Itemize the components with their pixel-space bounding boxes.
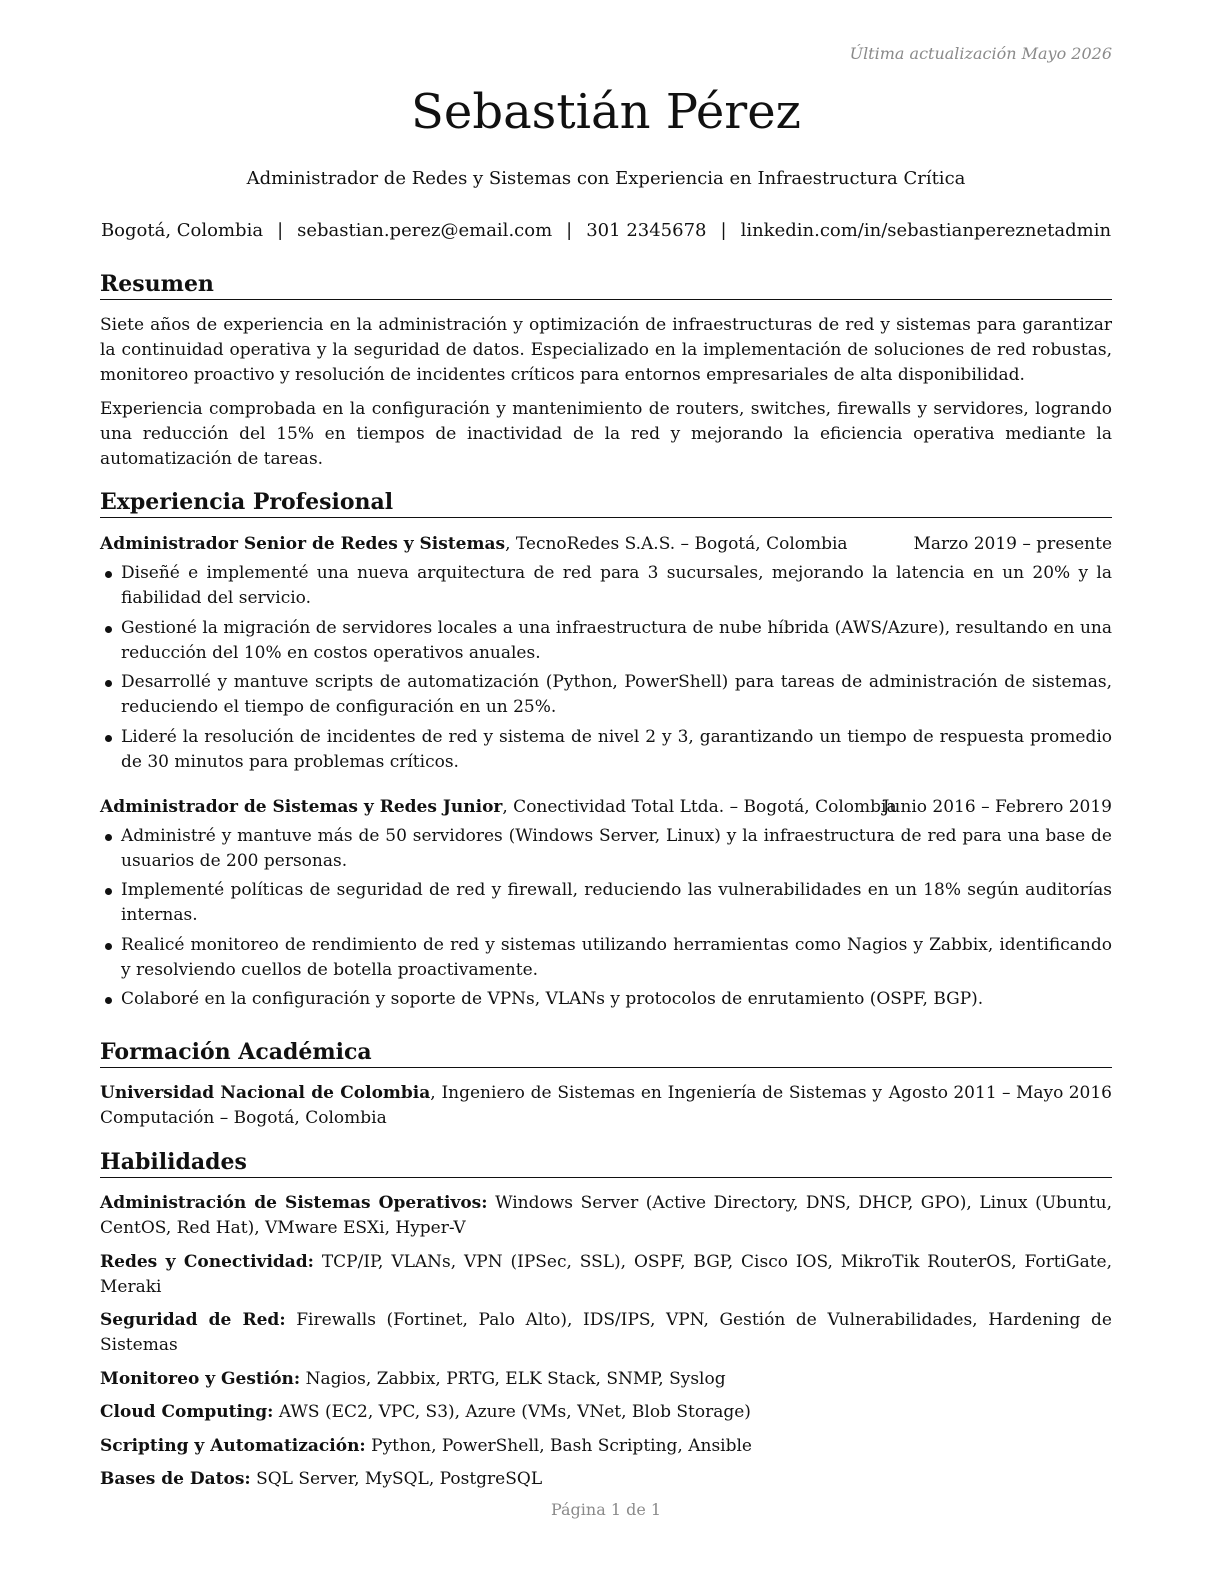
skill-row xyxy=(100,1308,1112,1358)
job-header xyxy=(100,532,1112,557)
experience-heading: Experiencia Profesional xyxy=(100,488,1112,518)
education-institution: Universidad Nacional de Colombia xyxy=(100,1083,431,1103)
list-item: Lideré la resolución de incidentes de red y sistema de nivel 2 y 3, garantizando un tiempo de respuesta promedio de 30 minutos para problemas críticos. xyxy=(100,725,1112,775)
job-dates: Marzo 2019 – presente xyxy=(913,534,1112,554)
education-degree: , Ingeniero de Sistemas en Ingeniería de Sistemas y Computación – Bogotá, Colombia xyxy=(100,1083,882,1128)
contact-email[interactable]: sebastian.perez@email.com xyxy=(297,220,553,241)
page-number: Página 1 de 1 xyxy=(550,1500,662,1519)
list-item: Gestioné la migración de servidores locales a una infraestructura de nube híbrida (AWS/Azure), resultando en una reducción del 10% en costos operativos anuales. xyxy=(100,616,1112,666)
skill-row xyxy=(100,1467,1112,1492)
experience-section xyxy=(100,488,1112,1017)
skill-value: AWS (EC2, VPC, S3), Azure (VMs, VNet, Blob Storage) xyxy=(273,1402,751,1422)
education-heading: Formación Académica xyxy=(100,1038,1112,1068)
contact-phone[interactable]: 301 2345678 xyxy=(586,220,707,241)
list-item: Administré y mantuve más de 50 servidores (Windows Server, Linux) y la infraestructura de red para una base de usuarios de 200 personas. xyxy=(100,824,1112,874)
job-company: , Conectividad Total Ltda. – Bogotá, Colombia xyxy=(502,796,897,817)
list-item: Diseñé e implementé una nueva arquitectura de red para 3 sucursales, mejorando la latencia en un 20% y la fiabilidad del servicio. xyxy=(100,561,1112,611)
skills-section xyxy=(100,1148,1112,1501)
skill-value: Firewalls (Fortinet, Palo Alto), IDS/IPS, VPN, Gestión de Vulnerabilidades, Hardening de Sistemas xyxy=(100,1310,1112,1355)
job-dates: Junio 2016 – Febrero 2019 xyxy=(882,796,1112,817)
skill-row xyxy=(100,1191,1112,1241)
candidate-name: Sebastián Pérez xyxy=(411,84,801,140)
skill-value: Windows Server (Active Directory, DNS, DHCP, GPO), Linux (Ubuntu, CentOS, Red Hat), VMware ESXi, Hyper-V xyxy=(100,1193,1112,1238)
contact-separator: | xyxy=(277,220,284,241)
contact-line xyxy=(80,220,1132,241)
skills-list xyxy=(100,1191,1112,1492)
skill-row xyxy=(100,1367,1112,1392)
resume-page xyxy=(100,0,1112,1584)
contact-linkedin[interactable]: linkedin.com/in/sebastianpereznetadmin xyxy=(740,220,1112,241)
skill-label: Scripting y Automatización: xyxy=(100,1435,366,1456)
summary-section xyxy=(100,270,1112,472)
list-item: Implementé políticas de seguridad de red y firewall, reduciendo las vulnerabilidades en un 18% según auditorías internas. xyxy=(100,878,1112,928)
skill-row xyxy=(100,1250,1112,1300)
skill-label: Administración de Sistemas Operativos: xyxy=(100,1193,488,1213)
skill-row xyxy=(100,1400,1112,1425)
skill-value: TCP/IP, VLANs, VPN (IPSec, SSL), OSPF, BGP, Cisco IOS, MikroTik RouterOS, FortiGate, Meraki xyxy=(100,1251,1112,1297)
job-bullets xyxy=(100,561,1112,775)
headline: Administrador de Redes y Sistemas con Experiencia en Infraestructura Crítica xyxy=(246,168,966,189)
skill-label: Monitoreo y Gestión: xyxy=(100,1368,301,1389)
education-section xyxy=(100,1038,1112,1131)
skill-label: Redes y Conectividad: xyxy=(100,1251,314,1272)
skill-label: Cloud Computing: xyxy=(100,1402,274,1422)
education-dates: Agosto 2011 – Mayo 2016 xyxy=(888,1083,1112,1103)
job-entry xyxy=(100,532,1112,775)
skill-value: SQL Server, MySQL, PostgreSQL xyxy=(250,1469,543,1489)
skill-row xyxy=(100,1434,1112,1459)
list-item: Realicé monitoreo de rendimiento de red y sistemas utilizando herramientas como Nagios y Zabbix, identificando y resolviendo cuellos de botella proactivamente. xyxy=(100,933,1112,983)
list-item: Colaboré en la configuración y soporte de VPNs, VLANs y protocolos de enrutamiento (OSPF, BGP). xyxy=(100,987,1112,1012)
job-bullets xyxy=(100,824,1112,1013)
skills-heading: Habilidades xyxy=(100,1148,1112,1178)
skill-label: Bases de Datos: xyxy=(100,1469,251,1489)
contact-location: Bogotá, Colombia xyxy=(100,220,264,241)
summary-paragraph: Experiencia comprobada en la configuración y mantenimiento de routers, switches, firewalls y servidores, logrando una reducción del 15% en tiempos de inactividad de la red y mejorando la eficiencia operativa mediante la automatización de tareas. xyxy=(100,399,1112,469)
job-company: , TecnoRedes S.A.S. – Bogotá, Colombia xyxy=(505,534,848,554)
job-role: Administrador Senior de Redes y Sistemas xyxy=(100,534,506,554)
job-header xyxy=(100,795,1112,820)
last-updated: Última actualización Mayo 2026 xyxy=(849,44,1112,63)
skill-label: Seguridad de Red: xyxy=(100,1310,286,1330)
job-role: Administrador de Sistemas y Redes Junior xyxy=(100,796,503,817)
skill-value: Python, PowerShell, Bash Scripting, Ansible xyxy=(365,1435,752,1456)
education-entry xyxy=(100,1081,1112,1131)
job-entry xyxy=(100,795,1112,1013)
skill-value: Nagios, Zabbix, PRTG, ELK Stack, SNMP, Syslog xyxy=(300,1368,726,1389)
contact-separator: | xyxy=(566,220,573,241)
summary-paragraph: Siete años de experiencia en la administración y optimización de infraestructuras de red y sistemas para garantizar la continuidad operativa y la seguridad de datos. Especializado en la implementación de soluciones de red robustas, monitoreo proactivo y resolución de incidentes críticos para entornos empresariales de alta disponibilidad. xyxy=(100,315,1112,385)
summary-heading: Resumen xyxy=(100,270,1112,300)
list-item: Desarrollé y mantuve scripts de automatización (Python, PowerShell) para tareas de administración de sistemas, reduciendo el tiempo de configuración en un 25%. xyxy=(100,670,1112,720)
contact-separator: | xyxy=(720,220,727,241)
